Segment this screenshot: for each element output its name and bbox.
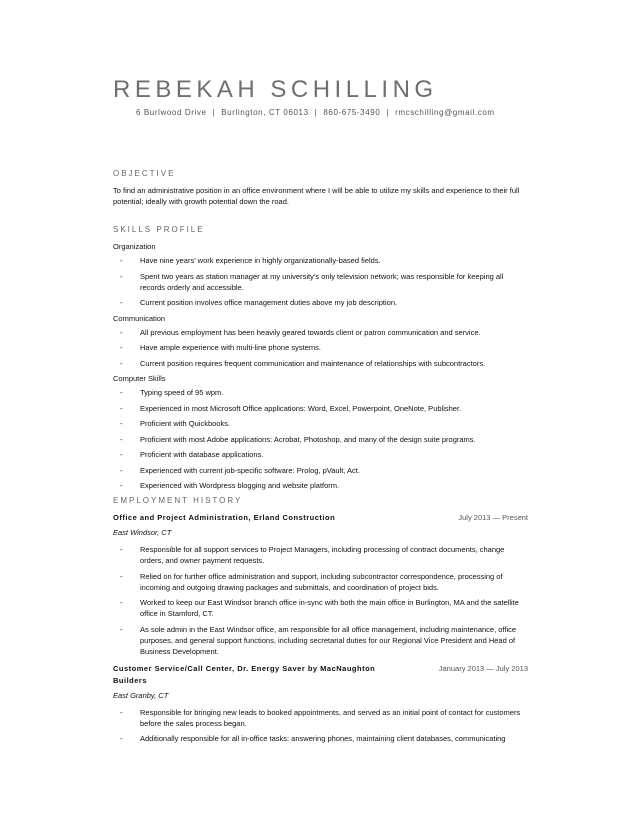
job-location: East Granby, CT <box>113 690 169 700</box>
phone: 860-675-3490 <box>323 108 381 117</box>
skill-list-communication <box>113 327 528 369</box>
job-title: Customer Service/Call Center, Dr. Energy Saver by MacNaughton Builders <box>113 663 376 685</box>
skill-group-title: Communication <box>113 313 166 323</box>
list-item: - Proficient with Quickbooks. <box>120 419 231 428</box>
skills-section <box>113 225 528 496</box>
email[interactable]: rmcschilling@gmail.com <box>395 108 495 117</box>
list-item: - Proficient with database applications. <box>120 450 264 459</box>
objective-text: To find an administrative position in an office environment where I will be able to utilize my skills and experience to their full potential; ideally with growth potential down the road. <box>113 186 520 206</box>
list-item: - Worked to keep our East Windsor branch office in-sync with both the main office in Burlington, MA and the satellite office in Stamford, CT. <box>120 598 519 618</box>
list-item: - Typing speed of 95 wpm. <box>120 388 224 397</box>
candidate-name: REBEKAH SCHILLING <box>113 76 438 103</box>
skill-group-title: Computer Skills <box>113 374 166 383</box>
job-entry <box>113 663 528 745</box>
skill-list-organization <box>113 255 528 308</box>
separator: | <box>386 108 390 117</box>
list-item: - All previous employment has been heavily geared towards client or patron communication and service. <box>120 327 481 337</box>
list-item: - Have ample experience with multi-line phone systems. <box>120 343 321 352</box>
job-location: East Windsor, CT <box>113 528 172 537</box>
list-item: - As sole admin in the East Windsor office, am responsible for all office management, including maintenance, office purposes, and general support functions, including secretarial duties for our Regional Vice President and Head of Business Development. <box>120 624 517 656</box>
city: Burlington, CT 06013 <box>221 108 309 117</box>
job-dates: January 2013 — July 2013 <box>438 663 528 673</box>
skill-group-title: Organization <box>113 242 156 251</box>
job-title: Office and Project Administration, Erland Construction <box>113 513 336 522</box>
list-item: - Proficient with most Adobe applications: Acrobat, Photoshop, and many of the design suite programs. <box>120 434 476 444</box>
separator: | <box>212 108 216 117</box>
list-item: - Responsible for bringing new leads to booked appointments, and served as an initial point of contact for customers before the sales process began. <box>120 707 521 728</box>
list-item: - Experienced with current job-specific software: Prolog, pVault, Act. <box>120 465 360 475</box>
contact-line <box>136 108 495 117</box>
objective-heading: OBJECTIVE <box>113 169 176 178</box>
skills-heading: SKILLS PROFILE <box>113 225 205 234</box>
list-item: - Current position involves office management duties above my job description. <box>120 298 398 307</box>
objective-section <box>113 169 528 207</box>
separator: | <box>314 108 318 117</box>
job-duties <box>113 544 528 657</box>
list-item: - Responsible for all support services to Project Managers, including processing of contract documents, change orders, and owner payment requests. <box>120 545 505 565</box>
employment-section <box>113 496 528 750</box>
list-item: - Additionally responsible for all in-office tasks: answering phones, maintaining client databases, communicating <box>120 734 506 743</box>
job-duties <box>113 707 528 745</box>
list-item: - Relied on for further office administration and support, including subcontractor correspondence, processing of incoming and outgoing drawing packages and submittals, and coordination of project bids. <box>120 571 503 592</box>
list-item: - Current position requires frequent communication and maintenance of relationships with subcontractors. <box>120 358 486 368</box>
skill-list-computer <box>113 387 528 491</box>
job-dates: July 2013 — Present <box>458 513 528 522</box>
employment-heading: EMPLOYMENT HISTORY <box>113 496 243 505</box>
list-item: - Have nine years’ work experience in highly organizationally-based fields. <box>120 256 381 265</box>
list-item: - Spent two years as station manager at my university’s only television network; was responsible for keeping all records orderly and accessible. <box>120 271 504 292</box>
address: 6 Burlwood Drive <box>136 108 207 117</box>
list-item: - Experienced with Wordpress blogging and website platform. <box>120 481 340 490</box>
list-item: - Experienced in most Microsoft Office applications: Word, Excel, Powerpoint, OneNote, Publisher. <box>120 403 462 413</box>
job-entry <box>113 512 528 657</box>
